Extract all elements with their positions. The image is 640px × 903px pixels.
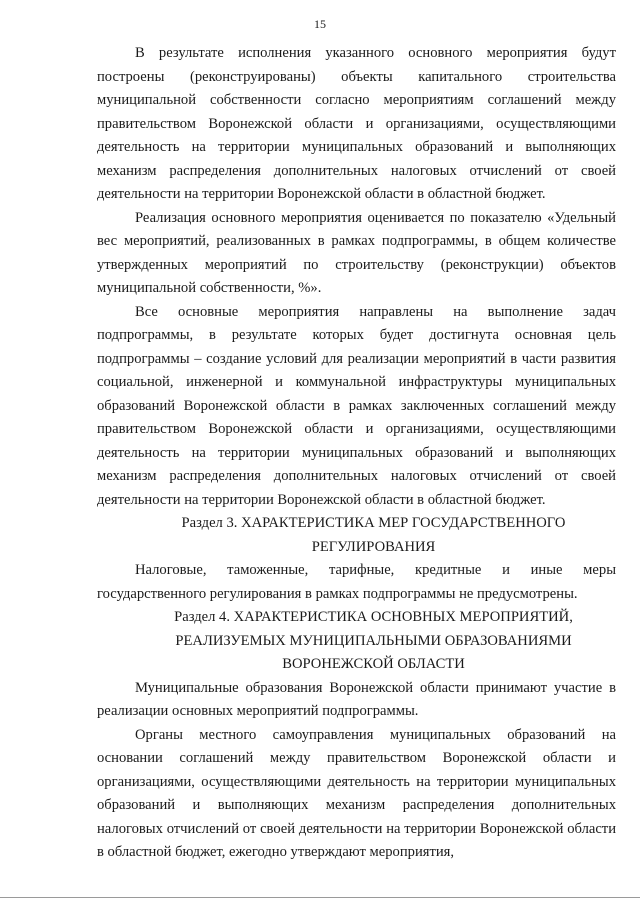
paragraph-construction-results: В результате исполнения указанного основного мероприятия будут построены (реконструированы) объекты капитального строительства муниципальной собственности согласно мероприятиям соглашений между правительством Воронежской области и организациями, осуществляющими деятельность на территории муниципальных образований и выполняющих механизм распределения дополнительных налоговых отчислений от своей деятельности на территории Воронежской области в областной бюджет. — [97, 45, 616, 202]
section-4-title: Раздел 4. ХАРАКТЕРИСТИКА ОСНОВНЫХ МЕРОПРИЯТИЙ, РЕАЛИЗУЕМЫХ МУНИЦИПАЛЬНЫМИ ОБРАЗОВАНИЯМИ ВОРОНЕЖСКОЙ ОБЛАСТИ — [174, 609, 573, 672]
page-number: 15 — [314, 17, 326, 31]
paragraph-goal: Все основные мероприятия направлены на выполнение задач подпрограммы, в результате которых будет достигнута основная цель подпрограммы – создание условий для реализации мероприятий в части развития социальной, инженерной и коммунальной инфраструктуры муниципальных образований Воронежской области в рамках заключенных соглашений между правительством Воронежской области и организациями, осуществляющими деятельность на территории муниципальных образований и выполняющих механизм распределения дополнительных налоговых отчислений от своей деятельности на территории Воронежской области в областной бюджет. — [97, 303, 616, 508]
paragraph-local-authorities: Органы местного самоуправления муниципальных образований на основании соглашений между правительством Воронежской области и организациями, осуществляющими деятельность на территории муниципальных образований и выполняющих механизм распределения дополнительных налоговых отчислений от своей деятельности на территории Воронежской области в областной бюджет, ежегодно утверждают мероприятия, — [97, 726, 616, 860]
page-bottom-rule — [0, 897, 640, 898]
section-3-title: Раздел 3. ХАРАКТЕРИСТИКА МЕР ГОСУДАРСТВЕННОГО РЕГУЛИРОВАНИЯ — [181, 515, 566, 555]
document-body — [97, 42, 616, 865]
paragraph-municipal-participation: Муниципальные образования Воронежской области принимают участие в реализации основных мероприятий подпрограммы. — [97, 679, 616, 719]
paragraph-regulation: Налоговые, таможенные, тарифные, кредитные и иные меры государственного регулирования в рамках подпрограммы не предусмотрены. — [97, 562, 616, 602]
paragraph-indicator: Реализация основного мероприятия оценивается по показателю «Удельный вес мероприятий, реализованных в рамках подпрограммы, в общем количестве утвержденных мероприятий по строительству (реконструкции) объектов муниципальной собственности, %». — [97, 209, 616, 296]
